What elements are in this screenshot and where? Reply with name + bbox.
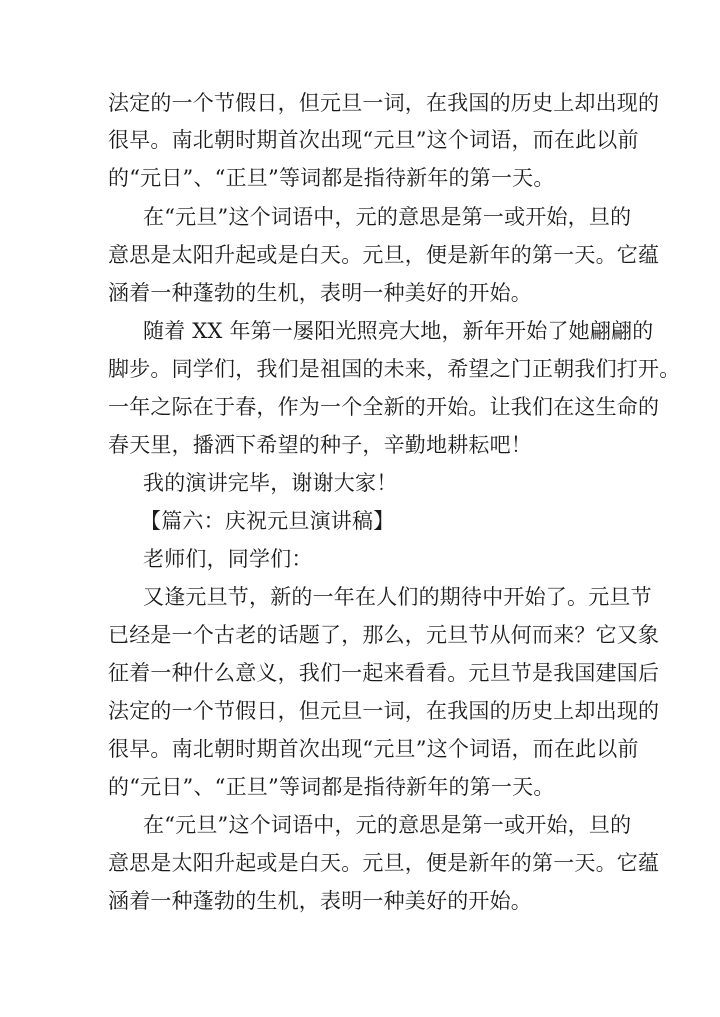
text-line: 意思是太阳升起或是白天。元旦，便是新年的第一天。它蕴 [108,851,660,875]
text-line: 很早。南北朝时期首次出现“元旦”这个词语，而在此以前 [108,737,639,761]
text-line: 随着 XX 年第一屡阳光照亮大地，新年开始了她翩翩的 [143,319,654,343]
text-line: 脚步。同学们，我们是祖国的未来，希望之门正朝我们打开。 [108,357,681,381]
text-line: 法定的一个节假日，但元旦一词，在我国的历史上却出现的 [108,91,660,115]
text-line: 法定的一个节假日，但元旦一词，在我国的历史上却出现的 [108,699,660,723]
text-line: 在“元旦”这个词语中，元的意思是第一或开始，旦的 [143,205,632,229]
text-line: 又逢元旦节，新的一年在人们的期待中开始了。元旦节 [143,585,652,609]
salutation: 老师们，同学们： [143,547,313,571]
text-line: 意思是太阳升起或是白天。元旦，便是新年的第一天。它蕴 [108,243,660,267]
text-line: 的“元日”、“正旦”等词都是指待新年的第一天。 [108,166,555,190]
text-line: 涵着一种蓬勃的生机，表明一种美好的开始。 [108,889,532,913]
text-line: 征着一种什么意义，我们一起来看看。元旦节是我国建国后 [108,661,660,685]
text-line: 我的演讲完毕，谢谢大家！ [143,471,398,495]
text-line: 很早。南北朝时期首次出现“元旦”这个词语，而在此以前 [108,128,639,152]
text-line: 涵着一种蓬勃的生机，表明一种美好的开始。 [108,281,532,305]
text-line: 一年之际在于春，作为一个全新的开始。让我们在这生命的 [108,395,660,419]
text-line: 在“元旦”这个词语中，元的意思是第一或开始，旦的 [143,813,632,837]
text-line: 已经是一个古老的话题了，那么，元旦节从何而来？它又象 [108,623,660,647]
section-heading: 【篇六：庆祝元旦演讲稿】 [140,509,395,533]
text-line: 的“元日”、“正旦”等词都是指待新年的第一天。 [108,775,555,799]
text-line: 春天里，播洒下希望的种子，辛勤地耕耘吧！ [108,433,532,457]
